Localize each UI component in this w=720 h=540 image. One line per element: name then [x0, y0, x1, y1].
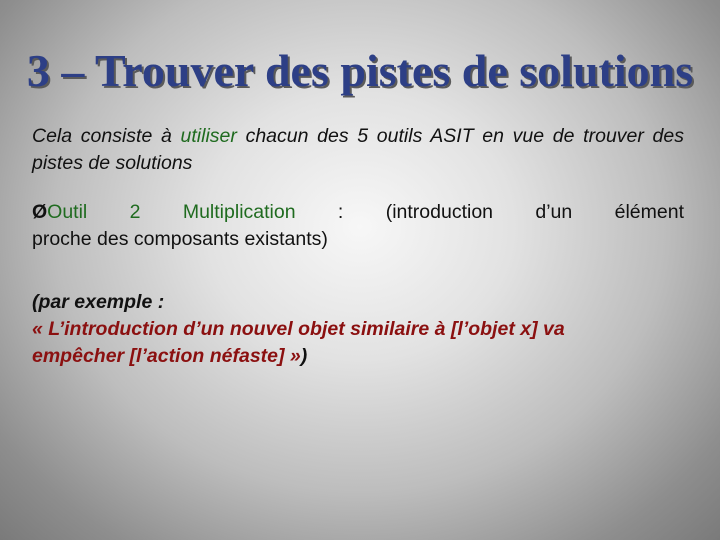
arrow-bullet-icon: Ø [32, 201, 48, 223]
intro-text-start: Cela consiste à [32, 125, 181, 147]
tool-description-end: proche des composants existants) [32, 228, 328, 250]
intro-text-end: chacun des 5 outils ASIT en vue de trouver des pistes de solutions [32, 125, 684, 174]
tool-description-start: : (introduction d’un élément [295, 201, 684, 223]
example-quote-line-1: « L’introduction d’un nouvel objet similaire à [l’objet x] va [32, 318, 565, 340]
example-quote-line-2: empêcher [l’action néfaste] » [32, 345, 301, 367]
example-quote-line-2-wrap [32, 343, 684, 370]
tool-paragraph [32, 199, 684, 253]
tool-name: Outil 2 Multiplication [47, 201, 296, 223]
example-intro: (par exemple : [32, 291, 165, 313]
slide-title: 3 – Trouver des pistes de solutions [26, 45, 694, 96]
intro-highlight: utiliser [180, 125, 237, 147]
tool-line-1 [32, 199, 684, 226]
example-paragraph [32, 289, 684, 370]
intro-paragraph [32, 123, 684, 177]
example-close-paren: ) [300, 345, 308, 367]
